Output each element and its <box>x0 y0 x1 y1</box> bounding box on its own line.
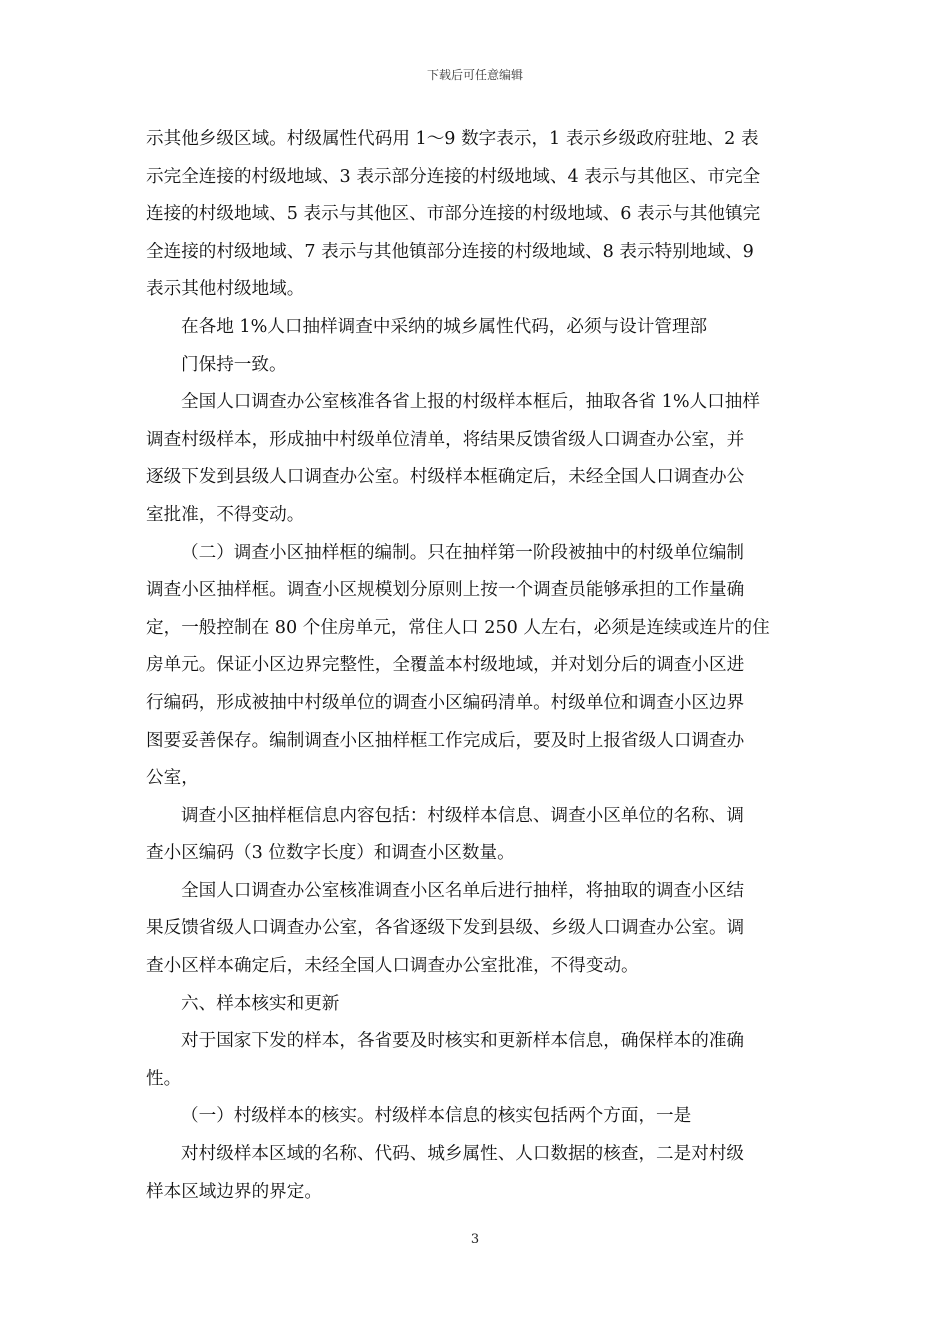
paragraph-line: 对村级样本区域的名称、代码、城乡属性、人口数据的核查，二是对村级 <box>181 1144 745 1165</box>
paragraph-line: 图要妥善保存。编制调查小区抽样框工作完成后，要及时上报省级人口调查办 <box>146 730 745 751</box>
page-header: 下载后可任意编辑 <box>426 68 523 82</box>
paragraph-line: 对于国家下发的样本，各省要及时核实和更新样本信息，确保样本的准确 <box>181 1031 745 1052</box>
paragraph-line: 全国人口调查办公室核准各省上报的村级样本框后，抽取各省 1%人口抽样 <box>181 392 760 413</box>
paragraph-line: （一）村级样本的核实。村级样本信息的核实包括两个方面，一是 <box>181 1106 692 1127</box>
paragraph-line: 调查小区抽样框信息内容包括：村级样本信息、调查小区单位的名称、调 <box>181 805 745 826</box>
paragraph-line: 样本区域边界的界定。 <box>146 1181 322 1202</box>
paragraph-line: 逐级下发到县级人口调查办公室。村级样本框确定后，未经全国人口调查办公 <box>146 467 745 488</box>
paragraph-line: 全连接的村级地域、7 表示与其他镇部分连接的村级地域、8 表示特别地域、9 <box>146 241 754 262</box>
document-body <box>146 121 810 1211</box>
paragraph-line: 调查村级样本，形成抽中村级单位清单，将结果反馈省级人口调查办公室，并 <box>146 429 745 450</box>
paragraph-line: 查小区编码（3 位数字长度）和调查小区数量。 <box>146 843 515 864</box>
paragraph-line: 六、样本核实和更新 <box>181 993 340 1014</box>
paragraph-line: 房单元。保证小区边界完整性，全覆盖本村级地域，并对划分后的调查小区进 <box>146 655 745 676</box>
paragraph-line: （二）调查小区抽样框的编制。只在抽样第一阶段被抽中的村级单位编制 <box>181 542 745 563</box>
paragraph-line: 示完全连接的村级地域、3 表示部分连接的村级地域、4 表示与其他区、市完全 <box>146 166 761 187</box>
paragraph-line: 表示其他村级地域。 <box>146 279 305 300</box>
paragraph-line: 行编码，形成被抽中村级单位的调查小区编码清单。村级单位和调查小区边界 <box>146 692 745 713</box>
paragraph-line: 果反馈省级人口调查办公室，各省逐级下发到县级、乡级人口调查办公室。调 <box>146 918 745 939</box>
paragraph-line: 全国人口调查办公室核准调查小区名单后进行抽样，将抽取的调查小区结 <box>181 880 745 901</box>
paragraph-line: 室批准，不得变动。 <box>146 504 305 525</box>
paragraph-line: 查小区样本确定后，未经全国人口调查办公室批准，不得变动。 <box>146 956 639 977</box>
paragraph-line: 连接的村级地域、5 表示与其他区、市部分连接的村级地域、6 表示与其他镇完 <box>146 204 761 225</box>
paragraph-line: 门保持一致。 <box>181 354 287 375</box>
paragraph-line: 性。 <box>146 1068 182 1089</box>
paragraph-line: 公室， <box>146 768 199 789</box>
paragraph-line: 在各地 1%人口抽样调查中采纳的城乡属性代码，必须与设计管理部 <box>181 316 708 337</box>
paragraph-line: 定，一般控制在 80 个住房单元，常住人口 250 人左右，必须是连续或连片的住 <box>146 617 770 638</box>
paragraph-line: 调查小区抽样框。调查小区规模划分原则上按一个调查员能够承担的工作量确 <box>146 580 745 601</box>
page-number: 3 <box>470 1232 480 1247</box>
paragraph-line: 示其他乡级区域。村级属性代码用 1～9 数字表示，1 表示乡级政府驻地、2 表 <box>146 129 759 149</box>
